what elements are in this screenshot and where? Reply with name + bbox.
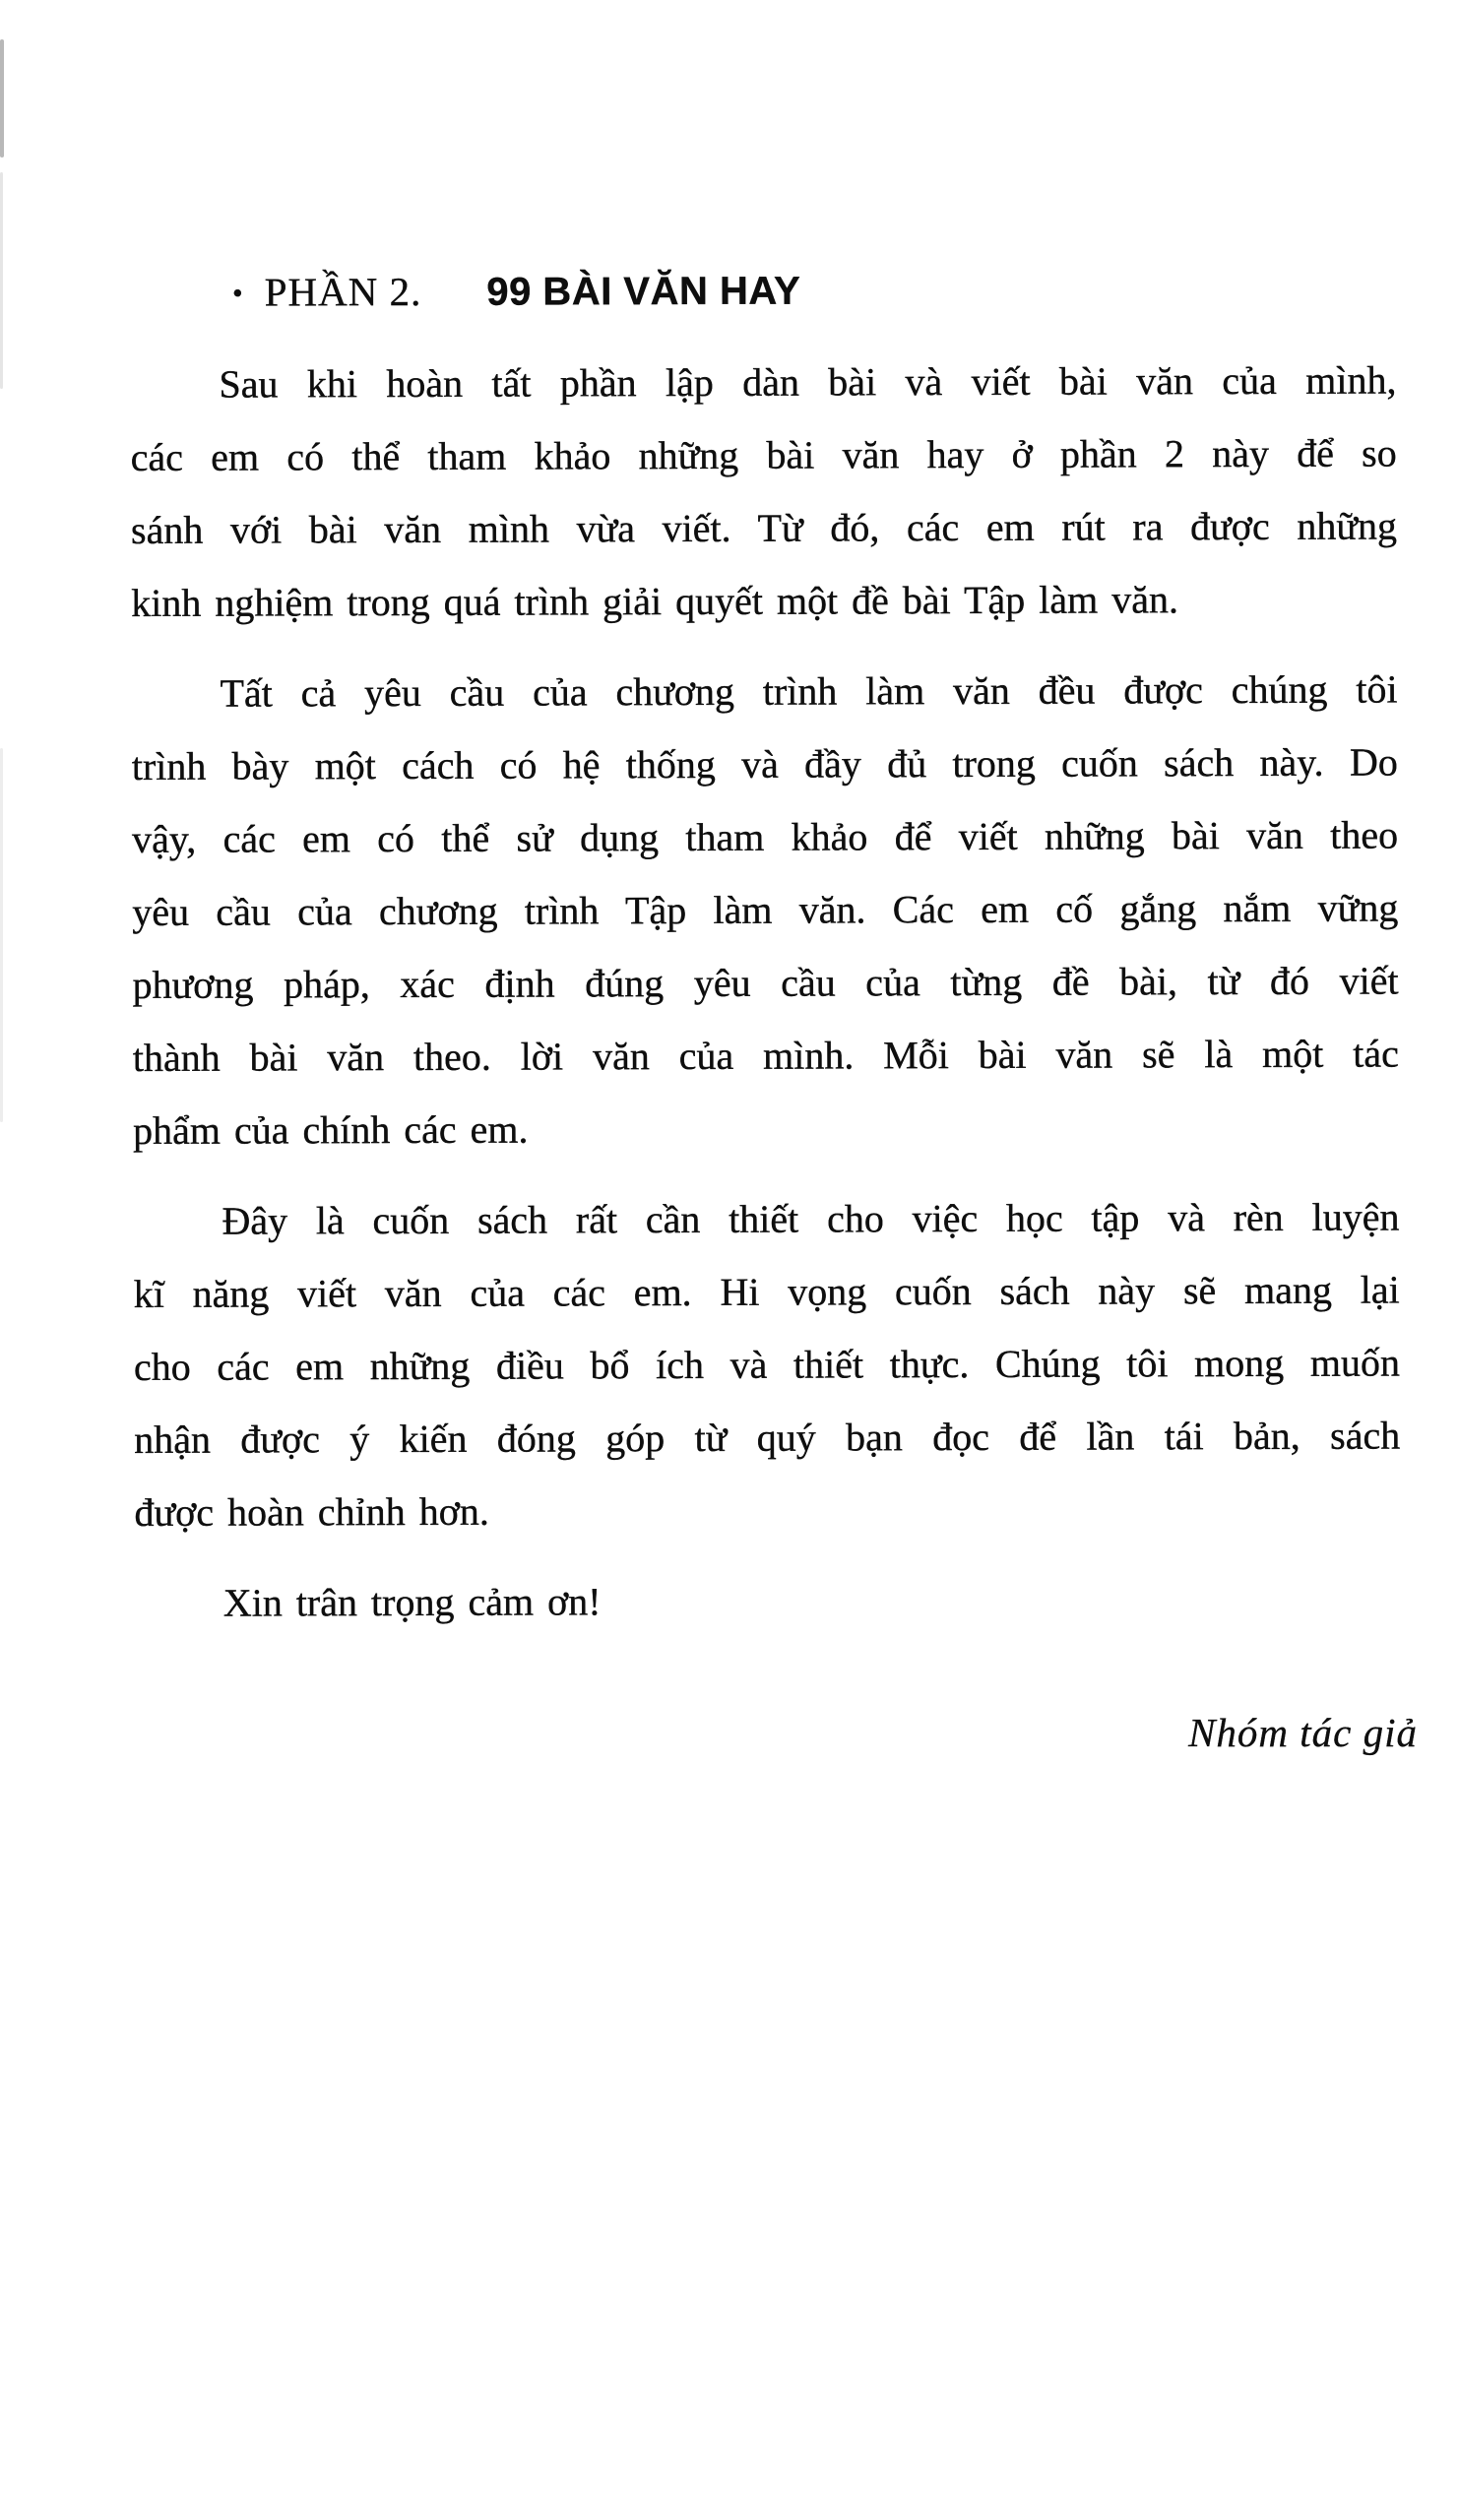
text-line: cho các em những điều bổ ích và thiết thực. Chúng tôi mong muốn	[133, 1340, 1401, 1389]
text-line: Đây là cuốn sách rất cần thiết cho việc học tập và rèn luyện	[222, 1194, 1400, 1243]
text-line: Tất cả yêu cầu của chương trình làm văn đều được chúng tôi	[220, 666, 1398, 716]
text-line: vậy, các em có thể sử dụng tham khảo để viết những bài văn theo	[131, 812, 1399, 861]
text-line: yêu cầu của chương trình Tập làm văn. Các em cố gắng nắm vững	[132, 885, 1399, 934]
text-line: Xin trân trọng cảm ơn!	[222, 1579, 602, 1625]
text-line: thành bài văn theo. lời văn của mình. Mỗi bài văn sẽ là một tác	[132, 1031, 1399, 1080]
paragraph-closing	[135, 1563, 1401, 1640]
text-line: được hoàn chỉnh hơn.	[134, 1488, 489, 1535]
page-text-block	[130, 252, 1401, 1640]
paragraph-3	[133, 1181, 1400, 1549]
scan-artifact-left-edge	[0, 172, 3, 389]
text-line: phẩm của chính các em.	[133, 1106, 529, 1153]
scan-artifact-left-edge	[0, 748, 3, 1122]
author-signature: Nhóm tác giả	[1188, 1710, 1418, 1755]
text-line: phương pháp, xác định đúng yêu cầu của từng đề bài, từ đó viết	[132, 958, 1399, 1007]
paragraph-1	[130, 345, 1397, 640]
section-part-number: PHẦN 2.	[264, 268, 422, 315]
text-line: sánh với bài văn mình vừa viết. Từ đó, các em rút ra được những	[130, 503, 1398, 552]
text-line: kinh nghiệm trong quá trình giải quyết một đề bài Tập làm văn.	[131, 577, 1179, 625]
text-line: nhận được ý kiến đóng góp từ quý bạn đọc để lần tái bản, sách	[134, 1413, 1401, 1462]
text-line: kĩ năng viết văn của các em. Hi vọng cuốn sách này sẽ mang lại	[133, 1267, 1400, 1316]
section-heading	[130, 252, 1396, 331]
bullet-icon: •	[232, 277, 243, 310]
text-line: trình bày một cách có hệ thống và đầy đủ trong cuốn sách này. Do	[131, 739, 1398, 788]
text-line: Sau khi hoàn tất phần lập dàn bài và viết bài văn của mình,	[219, 357, 1397, 407]
paragraph-2	[131, 654, 1399, 1167]
section-title: 99 BÀI VĂN HAY	[486, 269, 801, 314]
scan-artifact-left-edge	[0, 39, 4, 158]
text-line: các em có thể tham khảo những bài văn hay ở phần 2 này để so	[130, 430, 1397, 479]
